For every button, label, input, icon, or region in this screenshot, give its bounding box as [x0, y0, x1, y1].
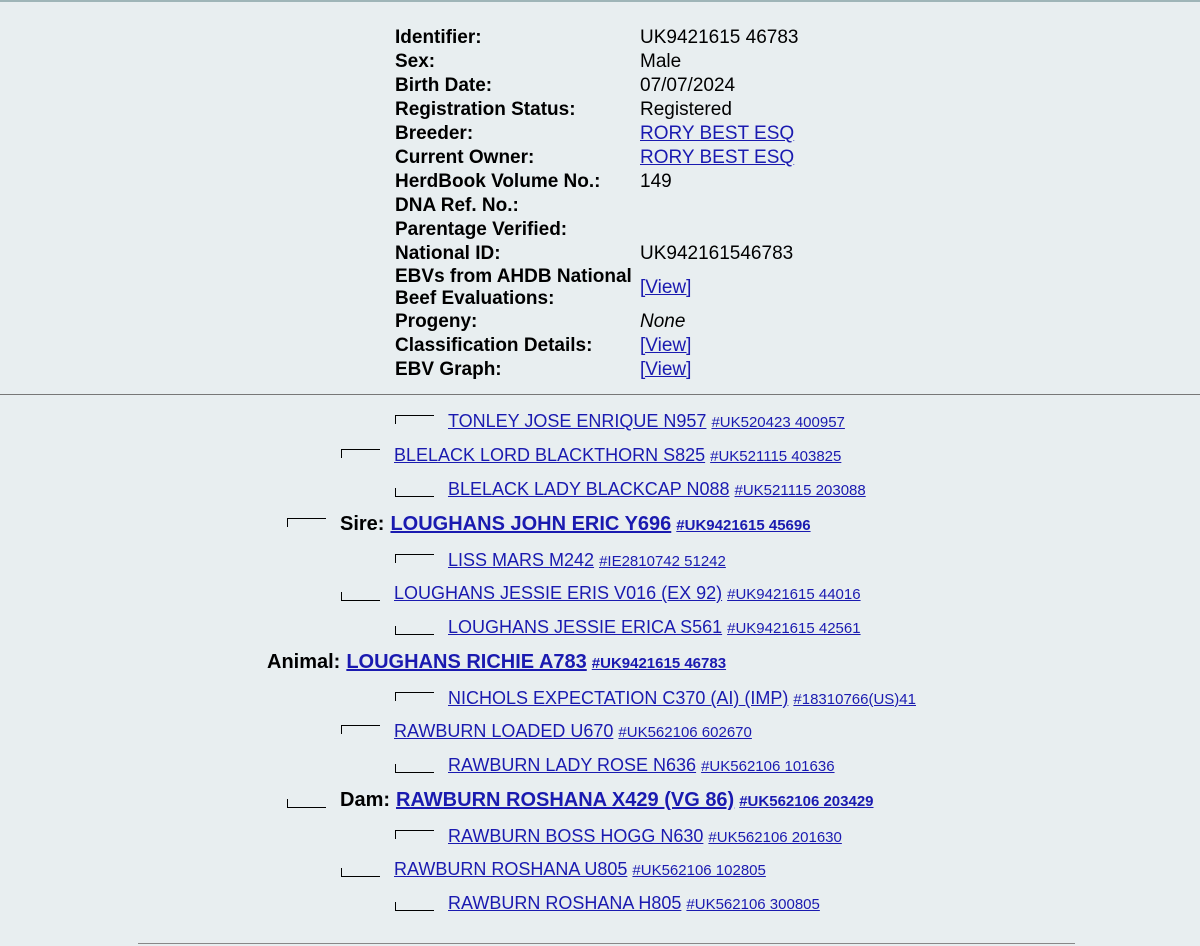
detail-value: 07/07/2024	[640, 75, 736, 96]
ebvs-view-link[interactable]: [View]	[640, 277, 692, 298]
dam-id-link[interactable]: #UK562106 203429	[739, 793, 874, 810]
animal-id-link[interactable]: #UK562106 102805	[632, 862, 766, 879]
detail-row-parentage-verified	[395, 218, 798, 242]
animal-name-link[interactable]: RAWBURN LOADED U670	[394, 721, 614, 741]
pedigree-entry	[395, 550, 726, 571]
detail-label: Parentage Verified:	[395, 219, 568, 240]
animal-id-link[interactable]: #UK562106 101636	[701, 758, 835, 775]
bottom-divider	[138, 943, 1075, 944]
detail-value: Registered	[640, 99, 732, 120]
animal-name-link[interactable]: RAWBURN LADY ROSE N636	[448, 755, 697, 775]
pedigree-entry	[395, 893, 820, 914]
relation-label: Dam:	[340, 789, 391, 811]
tree-connector	[395, 902, 434, 911]
animal-id-link[interactable]: #UK521115 203088	[734, 482, 866, 499]
pedigree-entry	[395, 755, 835, 776]
animal-id-link[interactable]: #UK9421615 44016	[727, 586, 861, 603]
relation-label: Sire:	[340, 513, 385, 535]
animal-id-link[interactable]: #UK562106 300805	[686, 896, 820, 913]
detail-row-birth-date	[395, 74, 798, 98]
pedigree-entry	[341, 445, 841, 466]
detail-row-national-id	[395, 242, 798, 266]
tree-connector	[341, 868, 380, 877]
detail-value: None	[640, 311, 686, 332]
relation-label: Animal:	[267, 651, 341, 673]
animal-id-link[interactable]: #UK562106 201630	[708, 829, 842, 846]
tree-connector	[395, 692, 434, 701]
detail-value: Male	[640, 51, 682, 72]
detail-label: DNA Ref. No.:	[395, 195, 519, 216]
animal-id-link[interactable]: #UK562106 602670	[618, 724, 752, 741]
pedigree-entry-animal	[267, 651, 726, 674]
animal-id-link[interactable]: #UK9421615 42561	[727, 620, 861, 637]
detail-label: Breeder:	[395, 123, 474, 144]
animal-details	[395, 26, 798, 382]
tree-connector	[395, 830, 434, 839]
detail-row-herdbook-volume	[395, 170, 798, 194]
detail-label: Sex:	[395, 51, 436, 72]
detail-row-dna-ref	[395, 194, 798, 218]
animal-name-link[interactable]: BLELACK LORD BLACKTHORN S825	[394, 445, 706, 465]
animal-id-link[interactable]: #UK520423 400957	[711, 414, 845, 431]
pedigree-entry	[395, 688, 916, 709]
tree-connector	[395, 488, 434, 497]
pedigree-entry-sire	[287, 513, 811, 536]
tree-connector	[341, 592, 380, 601]
pedigree-entry-dam	[287, 789, 874, 812]
animal-main-name-link[interactable]: LOUGHANS RICHIE A783	[346, 651, 587, 673]
tree-connector	[287, 799, 326, 808]
detail-row-ebvs	[395, 266, 798, 310]
detail-label: Registration Status:	[395, 99, 576, 120]
animal-name-link[interactable]: BLELACK LADY BLACKCAP N088	[448, 479, 730, 499]
tree-connector	[395, 554, 434, 563]
animal-id-link[interactable]: #IE2810742 51242	[599, 553, 726, 570]
pedigree-entry	[395, 617, 861, 638]
tree-connector	[395, 626, 434, 635]
animal-name-link[interactable]: NICHOLS EXPECTATION C370 (AI) (IMP)	[448, 688, 789, 708]
detail-label: National ID:	[395, 243, 501, 264]
sire-id-link[interactable]: #UK9421615 45696	[676, 517, 811, 534]
pedigree-entry	[341, 721, 752, 742]
detail-label: EBVs from AHDB National Beef Evaluations:	[395, 266, 632, 309]
breeder-link[interactable]: RORY BEST ESQ	[640, 123, 795, 144]
tree-connector	[341, 449, 380, 458]
detail-label: Classification Details:	[395, 335, 593, 356]
pedigree-entry	[341, 859, 766, 880]
tree-connector	[341, 725, 380, 734]
detail-value: UK9421615 46783	[640, 27, 799, 48]
tree-connector	[287, 518, 326, 527]
animal-name-link[interactable]: TONLEY JOSE ENRIQUE N957	[448, 411, 707, 431]
pedigree-entry	[341, 583, 861, 604]
detail-label: Progeny:	[395, 311, 478, 332]
animal-name-link[interactable]: LOUGHANS JESSIE ERIS V016 (EX 92)	[394, 583, 723, 603]
dam-name-link[interactable]: RAWBURN ROSHANA X429 (VG 86)	[396, 789, 735, 811]
pedigree-entry	[395, 411, 845, 432]
classification-view-link[interactable]: [View]	[640, 335, 692, 356]
detail-row-progeny	[395, 310, 798, 334]
detail-label: Birth Date:	[395, 75, 493, 96]
sire-name-link[interactable]: LOUGHANS JOHN ERIC Y696	[390, 513, 672, 535]
detail-value: UK942161546783	[640, 243, 794, 264]
detail-label: EBV Graph:	[395, 359, 502, 380]
section-divider	[0, 394, 1200, 395]
detail-row-current-owner	[395, 146, 798, 170]
detail-row-sex	[395, 50, 798, 74]
pedigree-entry	[395, 479, 866, 500]
top-divider	[0, 0, 1200, 2]
animal-name-link[interactable]: RAWBURN BOSS HOGG N630	[448, 826, 704, 846]
detail-row-identifier	[395, 26, 798, 50]
animal-name-link[interactable]: LOUGHANS JESSIE ERICA S561	[448, 617, 723, 637]
detail-row-registration-status	[395, 98, 798, 122]
current-owner-link[interactable]: RORY BEST ESQ	[640, 147, 795, 168]
animal-name-link[interactable]: RAWBURN ROSHANA H805	[448, 893, 682, 913]
animal-id-link[interactable]: #18310766(US)41	[793, 691, 916, 708]
detail-label: Identifier:	[395, 27, 482, 48]
animal-name-link[interactable]: RAWBURN ROSHANA U805	[394, 859, 628, 879]
detail-label: HerdBook Volume No.:	[395, 171, 601, 192]
detail-row-breeder	[395, 122, 798, 146]
tree-connector	[395, 415, 434, 424]
ebv-graph-view-link[interactable]: [View]	[640, 359, 692, 380]
detail-row-ebv-graph	[395, 358, 798, 382]
animal-main-id-link[interactable]: #UK9421615 46783	[591, 655, 727, 672]
detail-label: Current Owner:	[395, 147, 535, 168]
animal-id-link[interactable]: #UK521115 403825	[710, 448, 842, 465]
tree-connector	[395, 764, 434, 773]
animal-name-link[interactable]: LISS MARS M242	[448, 550, 595, 570]
detail-row-classification	[395, 334, 798, 358]
detail-value: 149	[640, 171, 672, 192]
pedigree-entry	[395, 826, 842, 847]
